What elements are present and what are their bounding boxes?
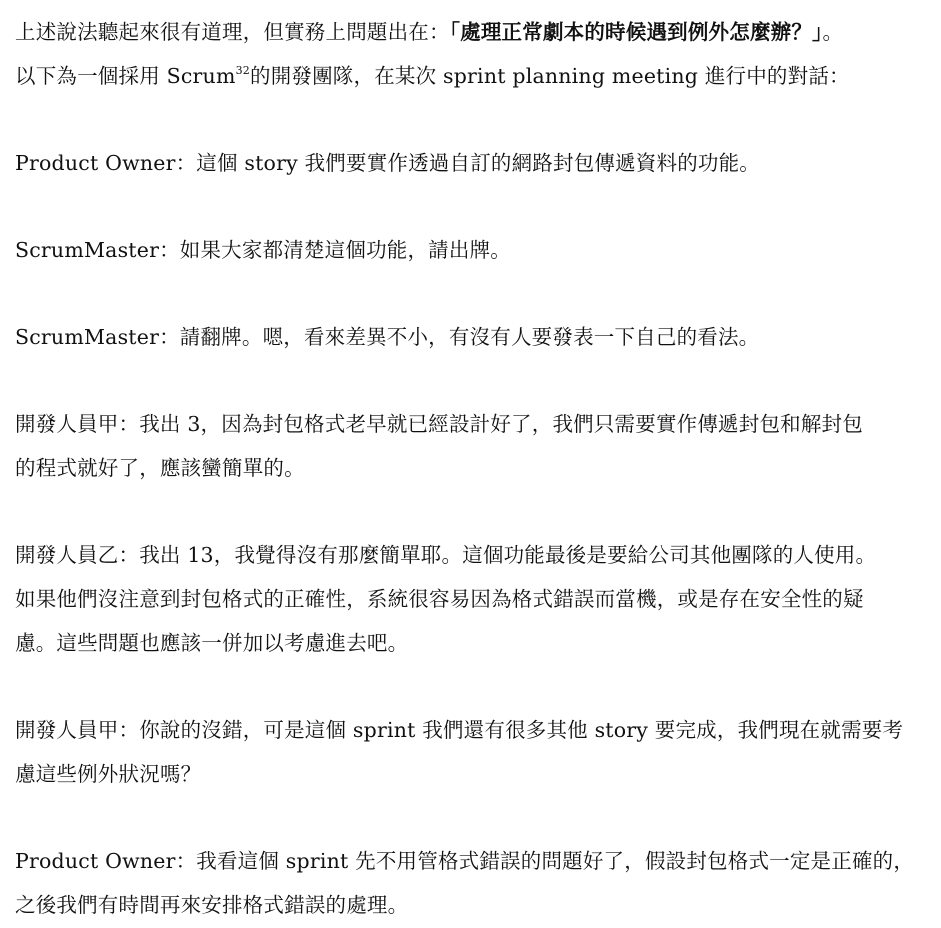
- dialogue-paragraph-product-owner: [15, 141, 923, 185]
- intro-text: 的開發團隊，在某次 sprint planning meeting 進行中的對話：: [250, 64, 850, 88]
- dialogue-line: 慮這些例外狀況嗎？: [15, 762, 202, 786]
- intro-text: 以下為一個採用 Scrum: [15, 64, 236, 88]
- dialogue-line: Product Owner：我看這個 sprint 先不用管格式錯誤的問題好了，假設封包格式一定是正確的，: [15, 849, 915, 873]
- paragraph-gap: [15, 796, 923, 839]
- paragraph-gap: [15, 272, 923, 315]
- paragraph-gap: [15, 490, 923, 533]
- dialogue-line: Product Owner：這個 story 我們要實作透過自訂的網路封包傳遞資料的功能。: [15, 151, 760, 175]
- paragraph-gap: [15, 98, 923, 141]
- dialogue-line: ScrumMaster：請翻牌。嗯，看來差異不小，有沒有人要發表一下自己的看法。: [15, 325, 760, 349]
- dialogue-line: 的程式就好了，應該蠻簡單的。: [15, 456, 305, 480]
- footnote-marker: 32: [235, 64, 250, 77]
- dialogue-paragraph-scrummaster: [15, 315, 923, 359]
- dialogue-line: 慮。這些問題也應該一併加以考慮進去吧。: [15, 631, 409, 655]
- intro-line-1: [15, 10, 923, 54]
- dialogue-line: 之後我們有時間再來安排格式錯誤的處理。: [15, 893, 409, 917]
- intro-text: 上述說法聽起來很有道理，但實務上問題出在：: [15, 20, 450, 44]
- paragraph-gap: [15, 185, 923, 228]
- dialogue-line: 開發人員甲：你說的沒錯，可是這個 sprint 我們還有很多其他 story 要完成，我們現在就需要考: [15, 718, 904, 742]
- dialogue-paragraph-product-owner: [15, 839, 923, 927]
- dialogue-paragraph-scrummaster: [15, 228, 923, 272]
- dialogue-paragraph-developer-a: [15, 708, 923, 796]
- dialogue-line: 開發人員乙：我出 13，我覺得沒有那麼簡單耶。這個功能最後是要給公司其他團隊的人使用。: [15, 543, 877, 567]
- emphasized-question: 「處理正常劇本的時候遇到例外怎麼辦？」: [449, 20, 823, 44]
- paragraph-gap: [15, 665, 923, 708]
- dialogue-paragraph-developer-b: [15, 533, 923, 665]
- dialogue-paragraph-developer-a: [15, 402, 923, 490]
- paragraph-gap: [15, 359, 923, 402]
- dialogue-line: 如果他們沒注意到封包格式的正確性，系統很容易因為格式錯誤而當機，或是存在安全性的疑: [15, 587, 864, 611]
- intro-punctuation: 。: [822, 20, 844, 44]
- intro-line-2: [15, 54, 923, 98]
- dialogue-line: 開發人員甲：我出 3，因為封包格式老早就已經設計好了，我們只需要實作傳遞封包和解封包: [15, 412, 863, 436]
- dialogue-line: ScrumMaster：如果大家都清楚這個功能，請出牌。: [15, 238, 511, 262]
